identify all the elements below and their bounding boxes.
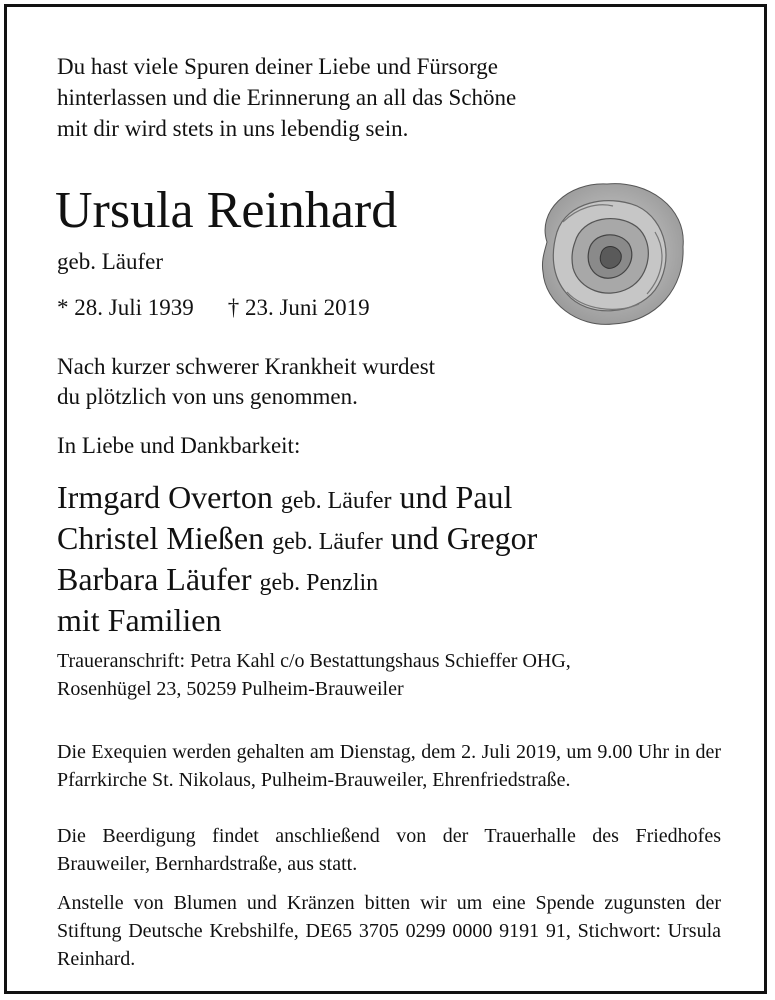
address-line: Rosenhügel 23, 50259 Pulheim-Brauweiler bbox=[57, 678, 404, 700]
note-line: du plötzlich von uns genommen. bbox=[57, 384, 358, 409]
note-line: Nach kurzer schwerer Krankheit wurdest bbox=[57, 354, 436, 379]
address-line: Traueranschrift: Petra Kahl c/o Bestattungshaus Schieffer OHG, bbox=[57, 650, 571, 672]
donation-info: Anstelle von Blumen und Kränzen bitten wir um eine Spende zugunsten der Stiftung Deutsche Krebshilfe, DE65 3705 0299 0000 9191 91, Stichwort: Ursula Reinhard. bbox=[57, 892, 721, 970]
maiden-name: geb. Läufer bbox=[57, 249, 163, 274]
funeral-mass-info: Die Exequien werden gehalten am Dienstag, dem 2. Juli 2019, um 9.00 Uhr in der Pfarrkirche St. Nikolaus, Pulheim-Brauweiler, Ehrenfriedstraße. bbox=[57, 741, 721, 791]
mourners-list bbox=[57, 479, 537, 639]
birth-date: * 28. Juli 1939 bbox=[57, 295, 194, 320]
mourning-address bbox=[57, 647, 571, 703]
obituary-notice bbox=[4, 4, 767, 994]
mourner-item bbox=[57, 602, 537, 639]
mourner-partner: und Gregor bbox=[390, 520, 538, 556]
mourner-name: Irmgard Overton bbox=[57, 479, 273, 515]
life-dates bbox=[57, 293, 370, 323]
burial-info: Die Beerdigung findet anschließend von der Trauerhalle des Friedhofes Brauweiler, Bernhardstraße, aus statt. bbox=[57, 825, 721, 875]
verse-line: hinterlassen und die Erinnerung an all das Schöne bbox=[57, 85, 517, 110]
mourner-item bbox=[57, 479, 537, 520]
illness-note bbox=[57, 352, 435, 412]
memorial-verse bbox=[57, 51, 516, 144]
verse-line: Du hast viele Spuren deiner Liebe und Fürsorge bbox=[57, 54, 498, 79]
mourner-maiden-name: geb. Läufer bbox=[272, 529, 383, 555]
mourner-name: Christel Mießen bbox=[57, 520, 265, 556]
verse-line: mit dir wird stets in uns lebendig sein. bbox=[57, 116, 409, 141]
mourner-item bbox=[57, 561, 537, 602]
mourner-partner: und Paul bbox=[399, 479, 513, 515]
deceased-name: Ursula Reinhard bbox=[55, 182, 398, 239]
death-date: † 23. Juni 2019 bbox=[227, 295, 370, 320]
mourner-maiden-name: geb. Läufer bbox=[280, 488, 392, 514]
mourner-name: Barbara Läufer bbox=[57, 561, 252, 597]
mourner-name: mit Familien bbox=[57, 602, 222, 638]
rose-photo-icon bbox=[527, 172, 693, 332]
gratitude-intro: In Liebe und Dankbarkeit: bbox=[57, 433, 301, 458]
mourner-item bbox=[57, 520, 537, 561]
mourner-maiden-name: geb. Penzlin bbox=[259, 570, 379, 596]
